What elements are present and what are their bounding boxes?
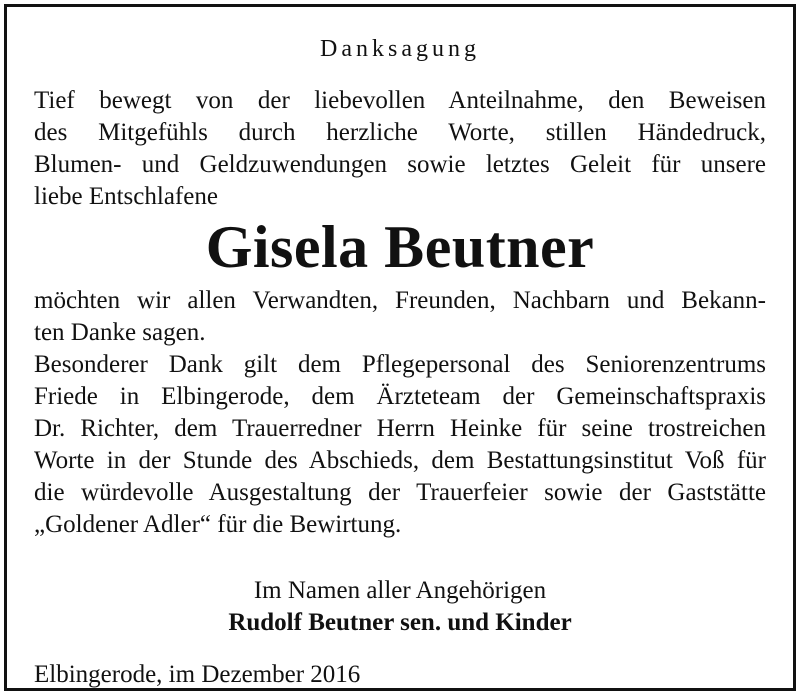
thanks-paragraph — [34, 285, 766, 349]
intro-line: Tief bewegt von der liebevollen Anteilnahme, den Beweisen — [34, 87, 766, 114]
intro-line: des Mitgefühls durch herzliche Worte, stillen Händedruck, — [34, 119, 766, 146]
intro-line: Blumen- und Geldzuwendungen sowie letztes Geleit für unsere — [34, 151, 766, 178]
special-thanks-line: Worte in der Stunde des Abschieds, dem Bestattungsinstitut Voß für — [34, 447, 766, 474]
thanks-line: ten Danke sagen. — [34, 319, 206, 346]
special-thanks-line: Dr. Richter, dem Trauerredner Herrn Heinke für seine trostreichen — [34, 415, 766, 442]
notice-heading: Danksagung — [320, 36, 480, 62]
signature-name: Rudolf Beutner sen. und Kinder — [228, 609, 572, 636]
place-date: Elbingerode, im Dezember 2016 — [34, 661, 361, 688]
special-thanks-line: Besonderer Dank gilt dem Pflegepersonal des Seniorenzentrums — [34, 351, 766, 378]
special-thanks-line: die würdevolle Ausgestaltung der Trauerfeier sowie der Gaststätte — [34, 479, 766, 506]
thanks-line: möchten wir allen Verwandten, Freunden, Nachbarn und Bekann- — [34, 287, 766, 314]
special-thanks-paragraph — [34, 349, 766, 541]
special-thanks-line: „Goldener Adler“ für die Bewirtung. — [34, 511, 402, 538]
intro-line: liebe Entschlafene — [34, 183, 218, 210]
special-thanks-line: Friede in Elbingerode, dem Ärzteteam der Gemeinschaftspraxis — [34, 383, 766, 410]
spacer — [34, 541, 766, 575]
notice-content — [34, 33, 766, 691]
intro-paragraph — [34, 85, 766, 213]
signature-intro: Im Namen aller Angehörigen — [253, 577, 547, 604]
notice-frame — [4, 4, 796, 691]
deceased-name: Gisela Beutner — [205, 214, 595, 280]
